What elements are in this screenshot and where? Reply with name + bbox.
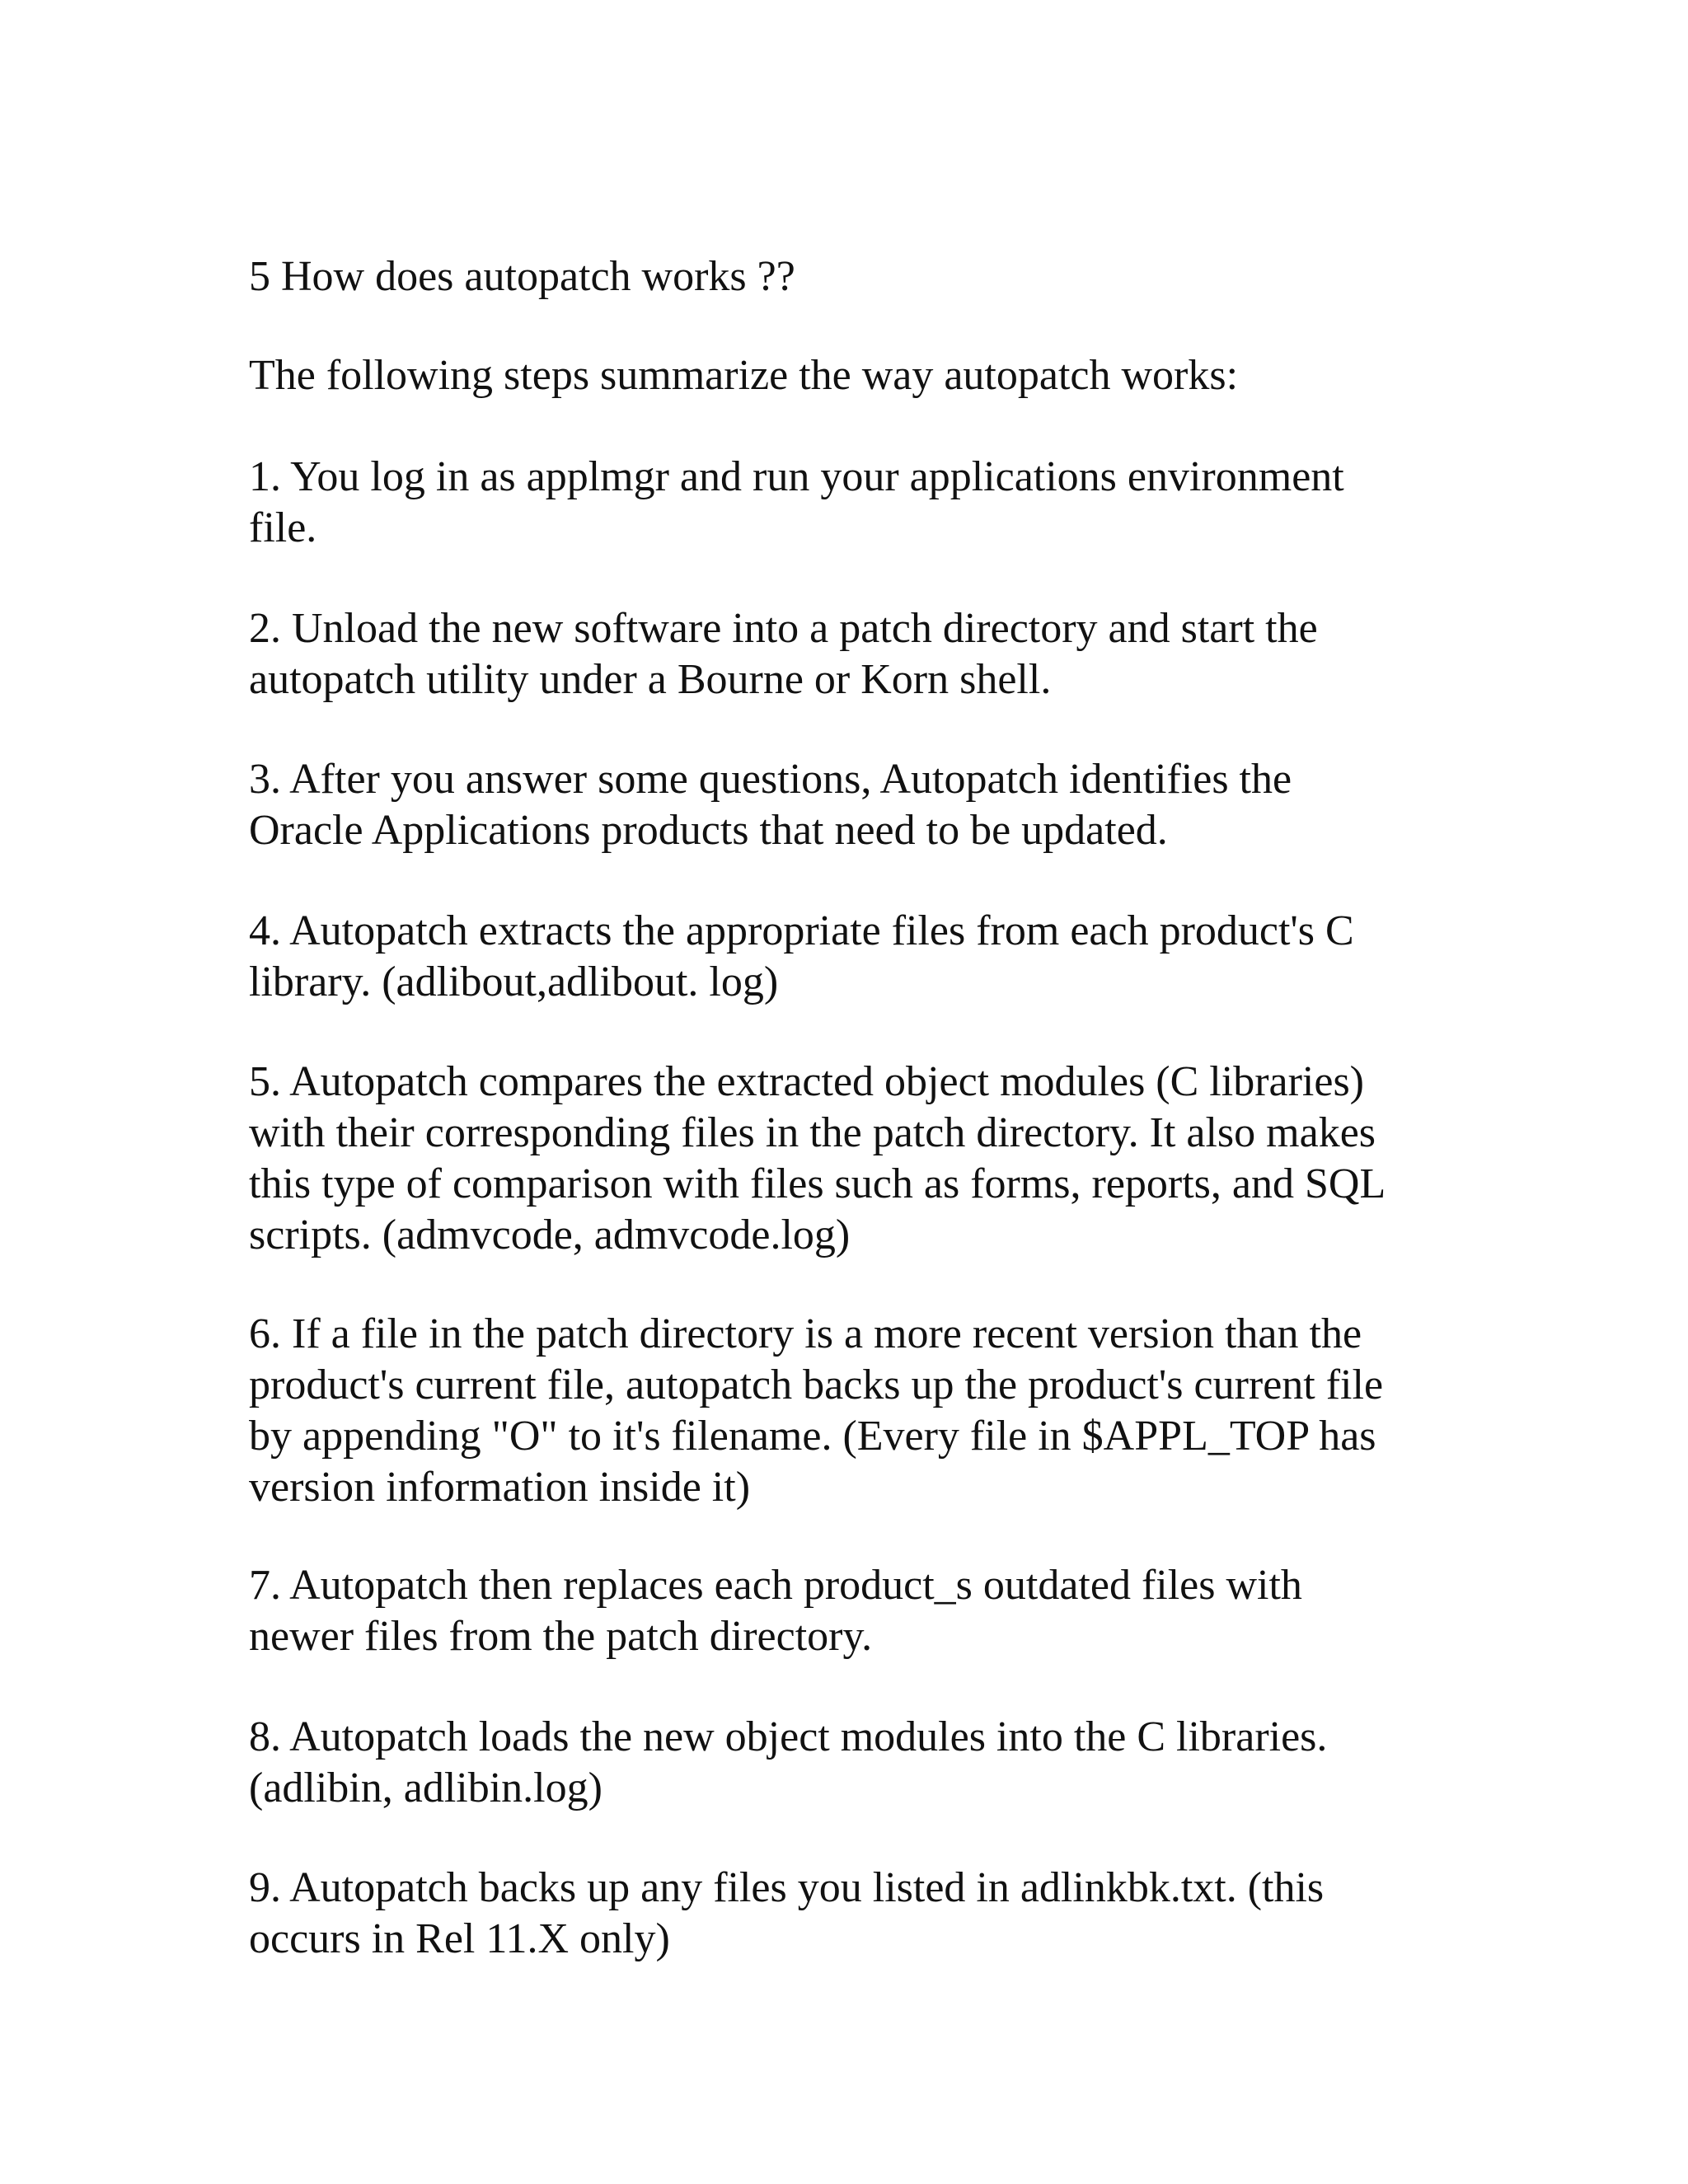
step-8: 8. Autopatch loads the new object modules into the C libraries. (adlibin, adlibin.log) [249, 1713, 1328, 1811]
heading: 5 How does autopatch works ?? [249, 253, 795, 300]
step-6: 6. If a file in the patch directory is a more recent version than the product's current file, autopatch backs up the product's current file by appending "O" to it's filename. (Every file in $APPL_TOP has version information inside it) [249, 1310, 1384, 1511]
step-4: 4. Autopatch extracts the appropriate files from each product's C library. (adlibout,adlibout. log) [249, 907, 1354, 1005]
step-2: 2. Unload the new software into a patch directory and start the autopatch utility under a Bourne or Korn shell. [249, 605, 1318, 703]
step-5: 5. Autopatch compares the extracted object modules (C libraries) with their corresponding files in the patch directory. It also makes this type of comparison with files such as forms, reports, and SQL scripts. (admvcode, admvcode.log) [249, 1058, 1386, 1258]
step-9: 9. Autopatch backs up any files you listed in adlinkbk.txt. (this occurs in Rel 11.X only) [249, 1864, 1325, 1962]
step-1: 1. You log in as applmgr and run your applications environment file. [249, 453, 1344, 551]
intro-paragraph: The following steps summarize the way autopatch works: [249, 352, 1239, 399]
step-3: 3. After you answer some questions, Autopatch identifies the Oracle Applications products that need to be updated. [249, 756, 1292, 854]
step-7: 7. Autopatch then replaces each product_s outdated files with newer files from the patch directory. [249, 1562, 1302, 1660]
